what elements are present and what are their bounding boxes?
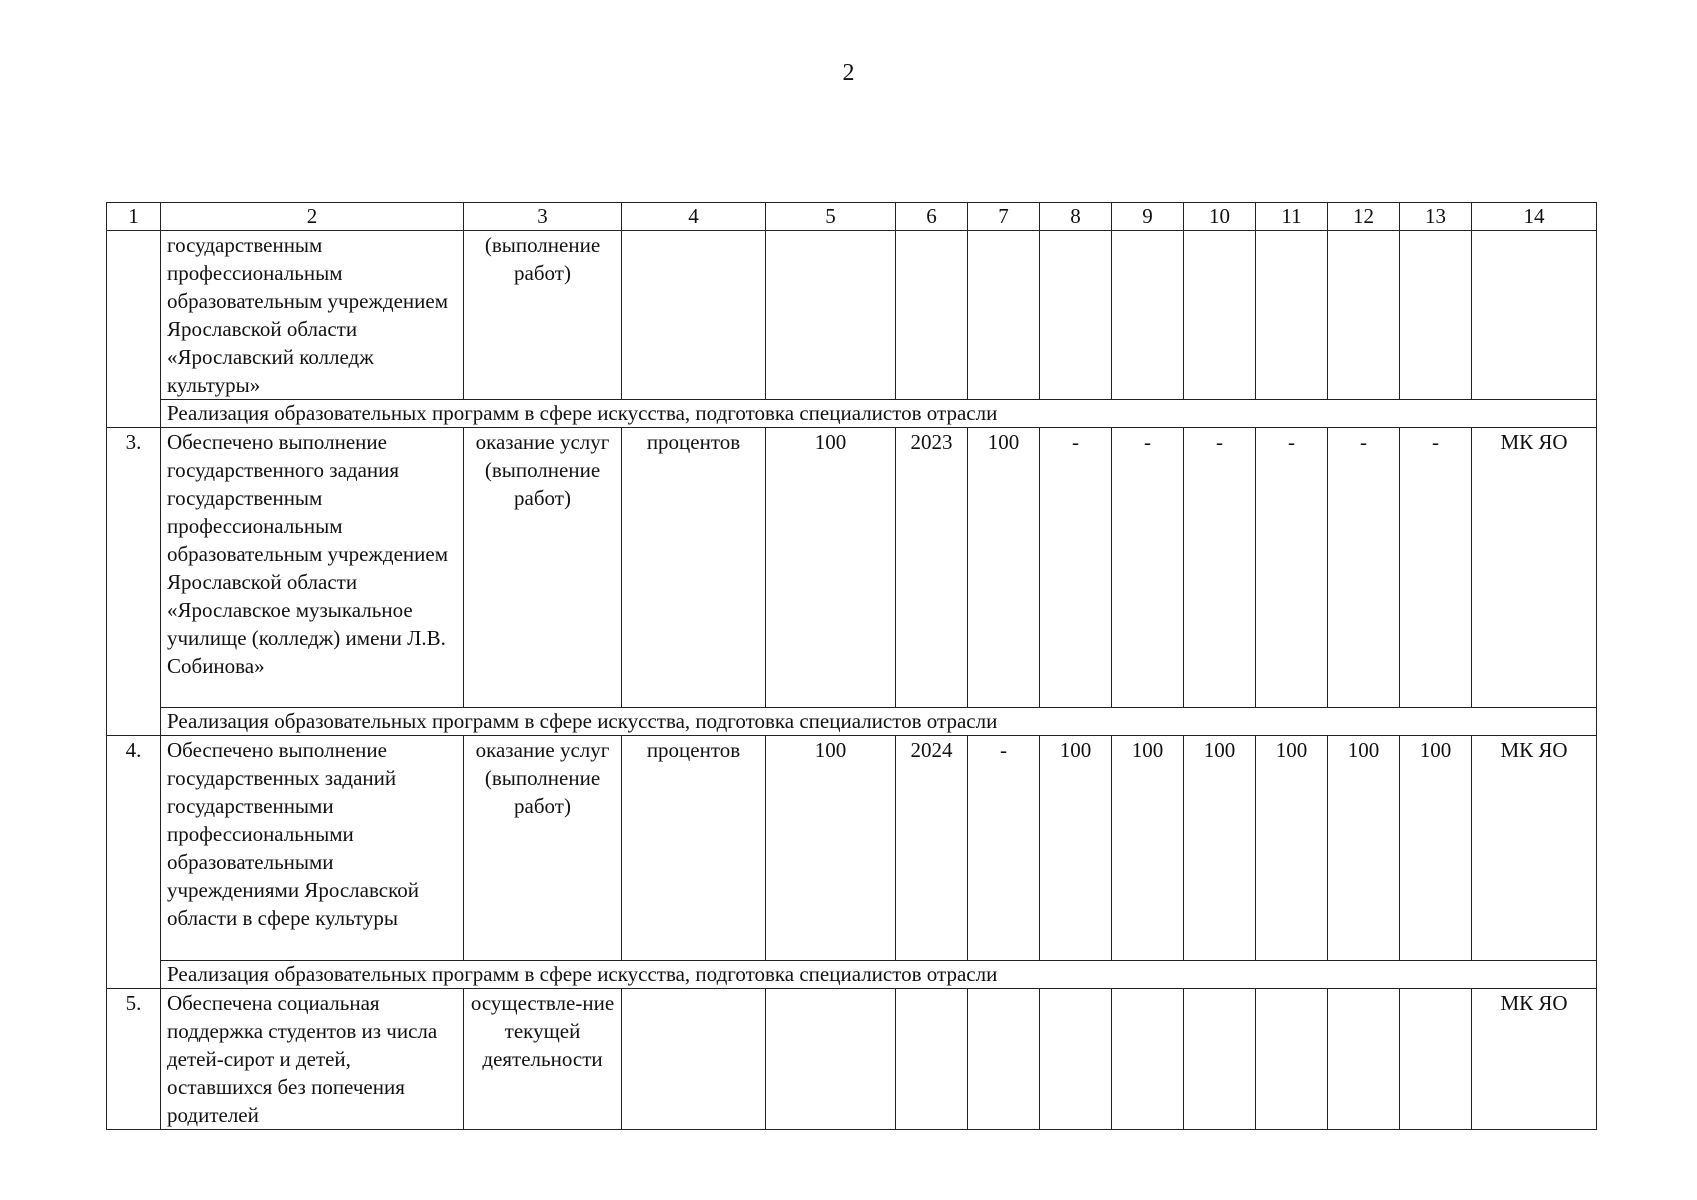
section-row	[107, 961, 1597, 989]
table-row	[107, 231, 1597, 400]
row-value-11	[1256, 989, 1328, 1130]
header-col-1: 1	[107, 203, 161, 231]
header-col-9: 9	[1112, 203, 1184, 231]
row-description: Обеспечено выполнение государственного задания государственным профессиональным образовательным учреждением Ярославской области «Ярославское музыкальное училище (колледж) имени Л.В. Собинова»	[161, 428, 464, 708]
row-number: 5.	[107, 989, 161, 1130]
row-value-13	[1400, 989, 1472, 1130]
header-col-10: 10	[1184, 203, 1256, 231]
row-value-9: -	[1112, 428, 1184, 708]
header-col-12: 12	[1328, 203, 1400, 231]
row-responsible: МК ЯО	[1472, 989, 1597, 1130]
row-description: Обеспечено выполнение государственных заданий государственными профессиональными образовательными учреждениями Ярославской области в сфере культуры	[161, 736, 464, 961]
row-value-8: 100	[1040, 736, 1112, 961]
table-row	[107, 736, 1597, 961]
section-label: Реализация образовательных программ в сфере искусства, подготовка специалистов отрасли	[161, 400, 1597, 428]
row-number: 4.	[107, 736, 161, 989]
row-base-value: 100	[766, 428, 896, 708]
row-type: оказание услуг (выполнение работ)	[464, 736, 622, 961]
section-row	[107, 400, 1597, 428]
row-base-year	[896, 989, 968, 1130]
row-base-year: 2023	[896, 428, 968, 708]
header-col-3: 3	[464, 203, 622, 231]
row-value-10: 100	[1184, 736, 1256, 961]
header-col-4: 4	[622, 203, 766, 231]
row-base-value	[766, 989, 896, 1130]
row-value-7: 100	[968, 428, 1040, 708]
row-value-13: -	[1400, 428, 1472, 708]
row-unit	[622, 989, 766, 1130]
header-col-11: 11	[1256, 203, 1328, 231]
header-row	[107, 203, 1597, 231]
row-type: осуществле-ние текущей деятельности	[464, 989, 622, 1130]
table-row	[107, 989, 1597, 1130]
header-col-6: 6	[896, 203, 968, 231]
row-value-9	[1112, 989, 1184, 1130]
row-value-10: -	[1184, 428, 1256, 708]
row-value-7: -	[968, 736, 1040, 961]
section-row	[107, 708, 1597, 736]
row-value-11: -	[1256, 428, 1328, 708]
row-value-10	[1184, 989, 1256, 1130]
row-value-12	[1328, 989, 1400, 1130]
row-value-9: 100	[1112, 736, 1184, 961]
row-value-8: -	[1040, 428, 1112, 708]
row-type: (выполнение работ)	[464, 231, 622, 400]
row-type: оказание услуг (выполнение работ)	[464, 428, 622, 708]
header-col-2: 2	[161, 203, 464, 231]
row-unit: процентов	[622, 736, 766, 961]
row-description: Обеспечена социальная поддержка студентов из числа детей-сирот и детей, оставшихся без попечения родителей	[161, 989, 464, 1130]
row-number-cell	[107, 231, 161, 428]
row-value-13: 100	[1400, 736, 1472, 961]
row-number: 3.	[107, 428, 161, 736]
section-label: Реализация образовательных программ в сфере искусства, подготовка специалистов отрасли	[161, 961, 1597, 989]
row-base-value: 100	[766, 736, 896, 961]
row-value-12: 100	[1328, 736, 1400, 961]
row-value-8	[1040, 989, 1112, 1130]
row-description: государственным профессиональным образовательным учреждением Ярославской области «Ярославский колледж культуры»	[161, 231, 464, 400]
row-value-11: 100	[1256, 736, 1328, 961]
page-number: 2	[842, 60, 855, 86]
header-col-8: 8	[1040, 203, 1112, 231]
section-label: Реализация образовательных программ в сфере искусства, подготовка специалистов отрасли	[161, 708, 1597, 736]
header-col-7: 7	[968, 203, 1040, 231]
row-responsible: МК ЯО	[1472, 428, 1597, 708]
table-row	[107, 428, 1597, 708]
row-base-year: 2024	[896, 736, 968, 961]
row-value-12: -	[1328, 428, 1400, 708]
indicator-table	[106, 202, 1597, 1130]
header-col-13: 13	[1400, 203, 1472, 231]
header-col-14: 14	[1472, 203, 1597, 231]
header-col-5: 5	[766, 203, 896, 231]
row-unit: процентов	[622, 428, 766, 708]
row-value-7	[968, 989, 1040, 1130]
row-responsible: МК ЯО	[1472, 736, 1597, 961]
